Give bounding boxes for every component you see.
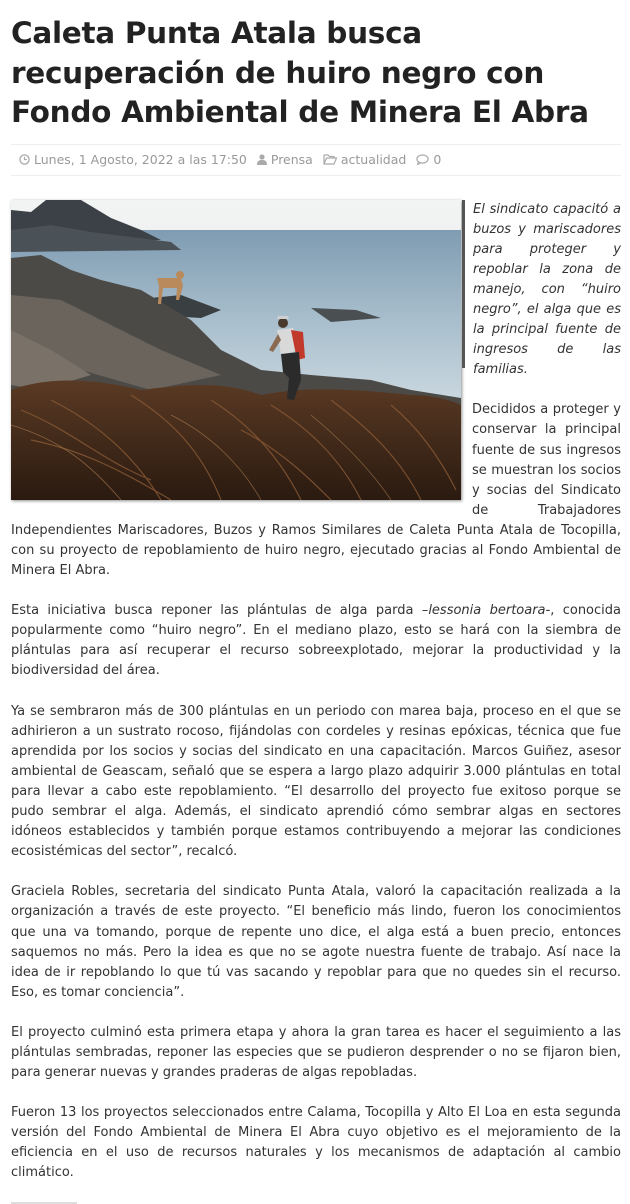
meta-comments[interactable] <box>416 152 441 167</box>
folder-open-icon <box>323 154 337 165</box>
article-photo <box>11 200 461 500</box>
paragraph-3: Ya se sembraron más de 300 plántulas en un periodo con marea baja, proceso en el que se adhirieron a un sustrato rocoso, fijándolas con cordeles y resinas epóxicas, técnica que fue aprendida por los socios y socias del sindicato en una capacitación. Marcos Guiñez, asesor ambiental de Geascam, señaló que se espera a largo plazo adquirir 3.000 plántulas en total para llevar a cabo este repoblamiento. “El desarrollo del proyecto fue exitoso porque se pudo sembrar el alga. Además, el sindicato aprendió cómo sembrar algas en sectores idóneos establecidos y también porque estamos contribuyendo a mejorar las condiciones ecosistémicas del sector”, recalcó. <box>11 703 621 860</box>
meta-date <box>19 152 247 167</box>
clock-icon <box>19 154 30 165</box>
meta-category-text[interactable]: actualidad <box>340 151 407 167</box>
paragraph-5: El proyecto culminó esta primera etapa y ahora la gran tarea es hacer el seguimiento a las plántulas sembradas, reponer las especies que se pudieron desprender o no se fijaron bien, para generar nuevas y grandes praderas de algas repobladas. <box>11 1024 621 1081</box>
user-icon <box>257 154 267 165</box>
paragraph-2-b: , conocida popularmente como “huiro negro”. En el mediano plazo, esto se hará con la siembra de plántulas para así recuperar el recurso sobreexplotado, mejorar la productividad y la biodiversidad del área. <box>11 603 621 679</box>
intro-block <box>11 200 621 582</box>
article-body <box>11 200 621 1204</box>
article-title: Caleta Punta Atala busca recuperación de huiro negro con Fondo Ambiental de Minera El Abra <box>11 16 589 129</box>
article-meta <box>11 144 621 176</box>
paragraph-2 <box>11 601 621 681</box>
meta-category[interactable] <box>323 152 407 167</box>
meta-comments-count[interactable]: 0 <box>433 151 442 167</box>
meta-author-text[interactable]: Prensa <box>270 151 313 167</box>
species-name: lessonia bertoara- <box>428 603 551 619</box>
meta-date-text: Lunes, 1 Agosto, 2022 a las 17:50 <box>34 151 247 167</box>
paragraph-1: Decididos a proteger y conservar la principal fuente de sus ingresos se muestran los socios y socias del Sindicato de Trabajadores Independientes Mariscadores, Buzos y Ramos Similares de Caleta Punta Atala de Tocopilla, con su proyecto de repoblamiento de huiro negro, ejecutado gracias al Fondo Ambiental de Minera El Abra. <box>11 402 621 579</box>
pullquote-column <box>473 200 621 381</box>
divider <box>11 1202 77 1204</box>
article <box>11 14 621 1204</box>
paragraph-4: Graciela Robles, secretaria del sindicato Punta Atala, valoró la capacitación realizada a la organización a través de este proyecto. “El beneficio más lindo, fueron los conocimientos que una va tomando, porque de repente uno dice, el alga está a buen precio, entonces saquemos no más. Pero la idea es que no se agote nuestra fuente de trabajo. Así nace la idea de ir repoblando lo que tú vas sacando y repoblar para que no quedes sin el recurso. Eso, es tomar conciencia”. <box>11 884 621 1000</box>
pullquote: El sindicato capacitó a buzos y mariscadores para proteger y repoblar la zona de manejo, con “huiro negro”, el alga que es la principal fuente de ingresos de las familias. <box>473 201 621 378</box>
meta-author[interactable] <box>257 152 313 167</box>
paragraph-2-a: Esta iniciativa busca reponer las plántulas de alga parda – <box>11 603 429 619</box>
paragraph-6: Fueron 13 los proyectos seleccionados entre Calama, Tocopilla y Alto El Loa en esta segunda versión del Fondo Ambiental de Minera El Abra cuyo objetivo es el mejoramiento de la eficiencia en el uso de recursos naturales y los mecanismos de adaptación al cambio climático. <box>11 1105 621 1181</box>
pullquote-border <box>462 200 465 368</box>
comment-icon <box>416 154 429 165</box>
